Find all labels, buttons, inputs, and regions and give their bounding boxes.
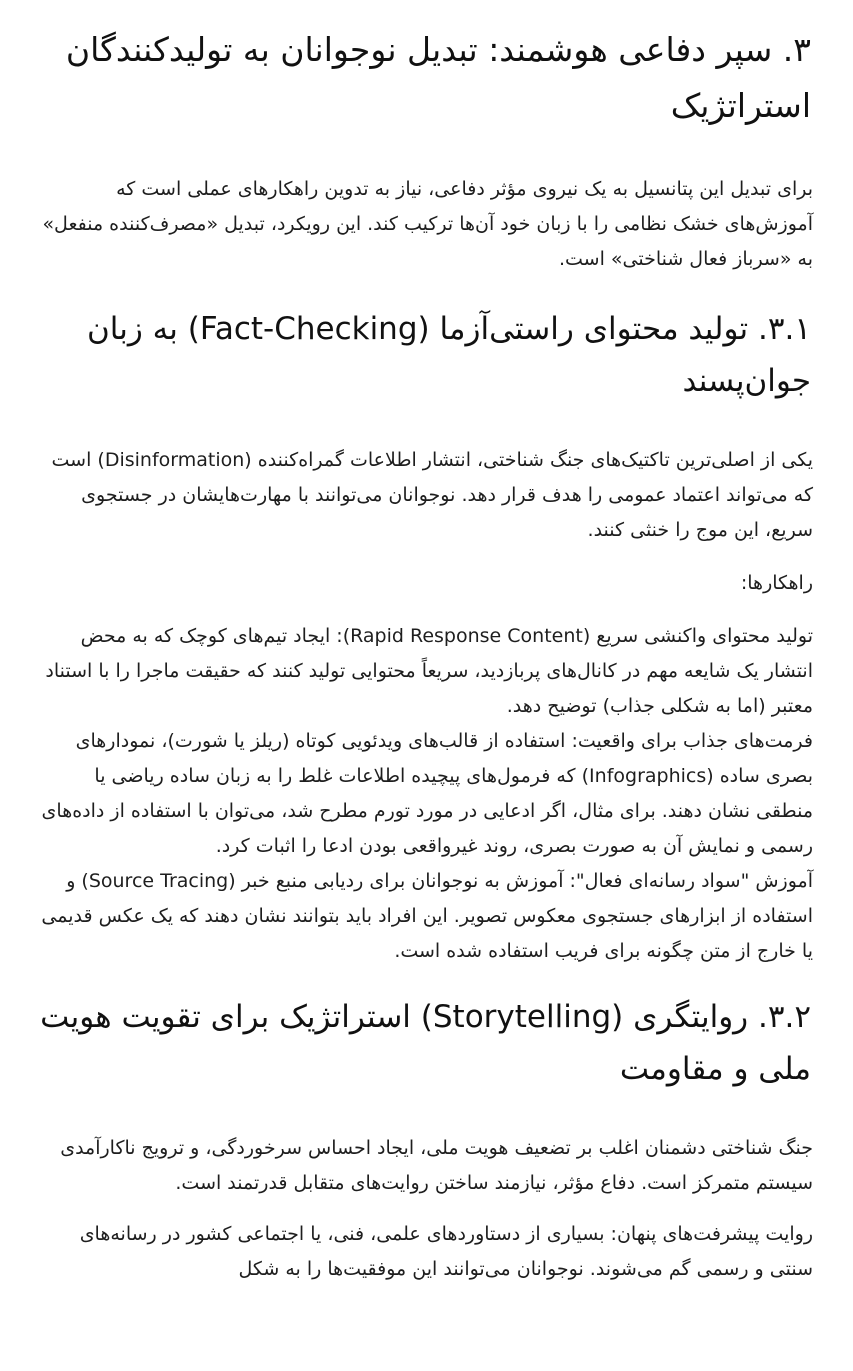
strategies-list (40, 619, 813, 969)
section-3-heading: ۳. سپر دفاعی هوشمند: تبدیل نوجوانان به تولیدکنندگان استراتژیک (65, 30, 811, 125)
strategy-engaging-formats: فرمت‌های جذاب برای واقعیت: استفاده از قالب‌های ویدئویی کوتاه (ریلز یا شورت)، نمودارهای بصری ساده (Infographics) که فرمول‌های پیچیده اطلاعات غلط را به زبان ساده ریاضی یا منطقی نشان دهند. برای مثال، اگر ادعایی در مورد تورم مطرح شد، می‌توان با استفاده از داده‌های رسمی و نمایش آن به صورت بصری، روند غیرواقعی بودن ادعا را اثبات کرد. (41, 730, 813, 857)
strategies-label: راهکارها: (740, 572, 813, 594)
section-3-intro-paragraph: برای تبدیل این پتانسیل به یک نیروی مؤثر دفاعی، نیاز به تدوین راهکارهای عملی است که آموزش‌های خشک نظامی را با زبان خود آن‌ها ترکیب کند. این رویکرد، تبدیل «مصرف‌کننده منفعل» به «سرباز فعال شناختی» است. (42, 178, 813, 270)
section-3-1-heading: ۳.۱. تولید محتوای راستی‌آزما (Fact-Checking) به زبان جوان‌پسند (86, 311, 811, 399)
section-3-1-intro-paragraph: یکی از اصلی‌ترین تاکتیک‌های جنگ شناختی، انتشار اطلاعات گمراه‌کننده (Disinformation) است که می‌تواند اعتماد عمومی را هدف قرار دهد. نوجوانان می‌توانند با مهارت‌هایشان در جستجوی سریع، این موج را خنثی کنند. (51, 449, 813, 541)
section-3-2-intro-paragraph: جنگ شناختی دشمنان اغلب بر تضعیف هویت ملی، ایجاد احساس سرخوردگی، و ترویج ناکارآمدی سیستم متمرکز است. دفاع مؤثر، نیازمند ساختن روایت‌های متقابل قدرتمند است. (60, 1137, 813, 1194)
strategy-rapid-response: تولید محتوای واکنشی سریع (Rapid Response Content): ایجاد تیم‌های کوچک که به محض انتشار یک شایعه مهم در کانال‌های پربازدید، سریعاً محتوایی تولید کنند که حقیقت ماجرا را با استناد معتبر (اما به شکلی جذاب) توضیح دهد. (45, 625, 813, 717)
section-3-2-heading: ۳.۲. روایتگری (Storytelling) استراتژیک برای تقویت هویت ملی و مقاومت (40, 999, 811, 1087)
section-3-2-hidden-progress-item: روایت پیشرفت‌های پنهان: بسیاری از دستاوردهای علمی، فنی، یا اجتماعی کشور در رسانه‌های سنتی و رسمی گم می‌شوند. نوجوانان می‌توانند این موفقیت‌ها را به شکل (79, 1223, 813, 1280)
strategy-media-literacy: آموزش "سواد رسانه‌ای فعال": آموزش به نوجوانان برای ردیابی منبع خبر (Source Tracing) و استفاده از ابزارهای جستجوی معکوس تصویر. این افراد باید بتوانند نشان دهند که یک عکس قدیمی یا خارج از متن چگونه برای فریب استفاده شده است. (41, 870, 813, 962)
